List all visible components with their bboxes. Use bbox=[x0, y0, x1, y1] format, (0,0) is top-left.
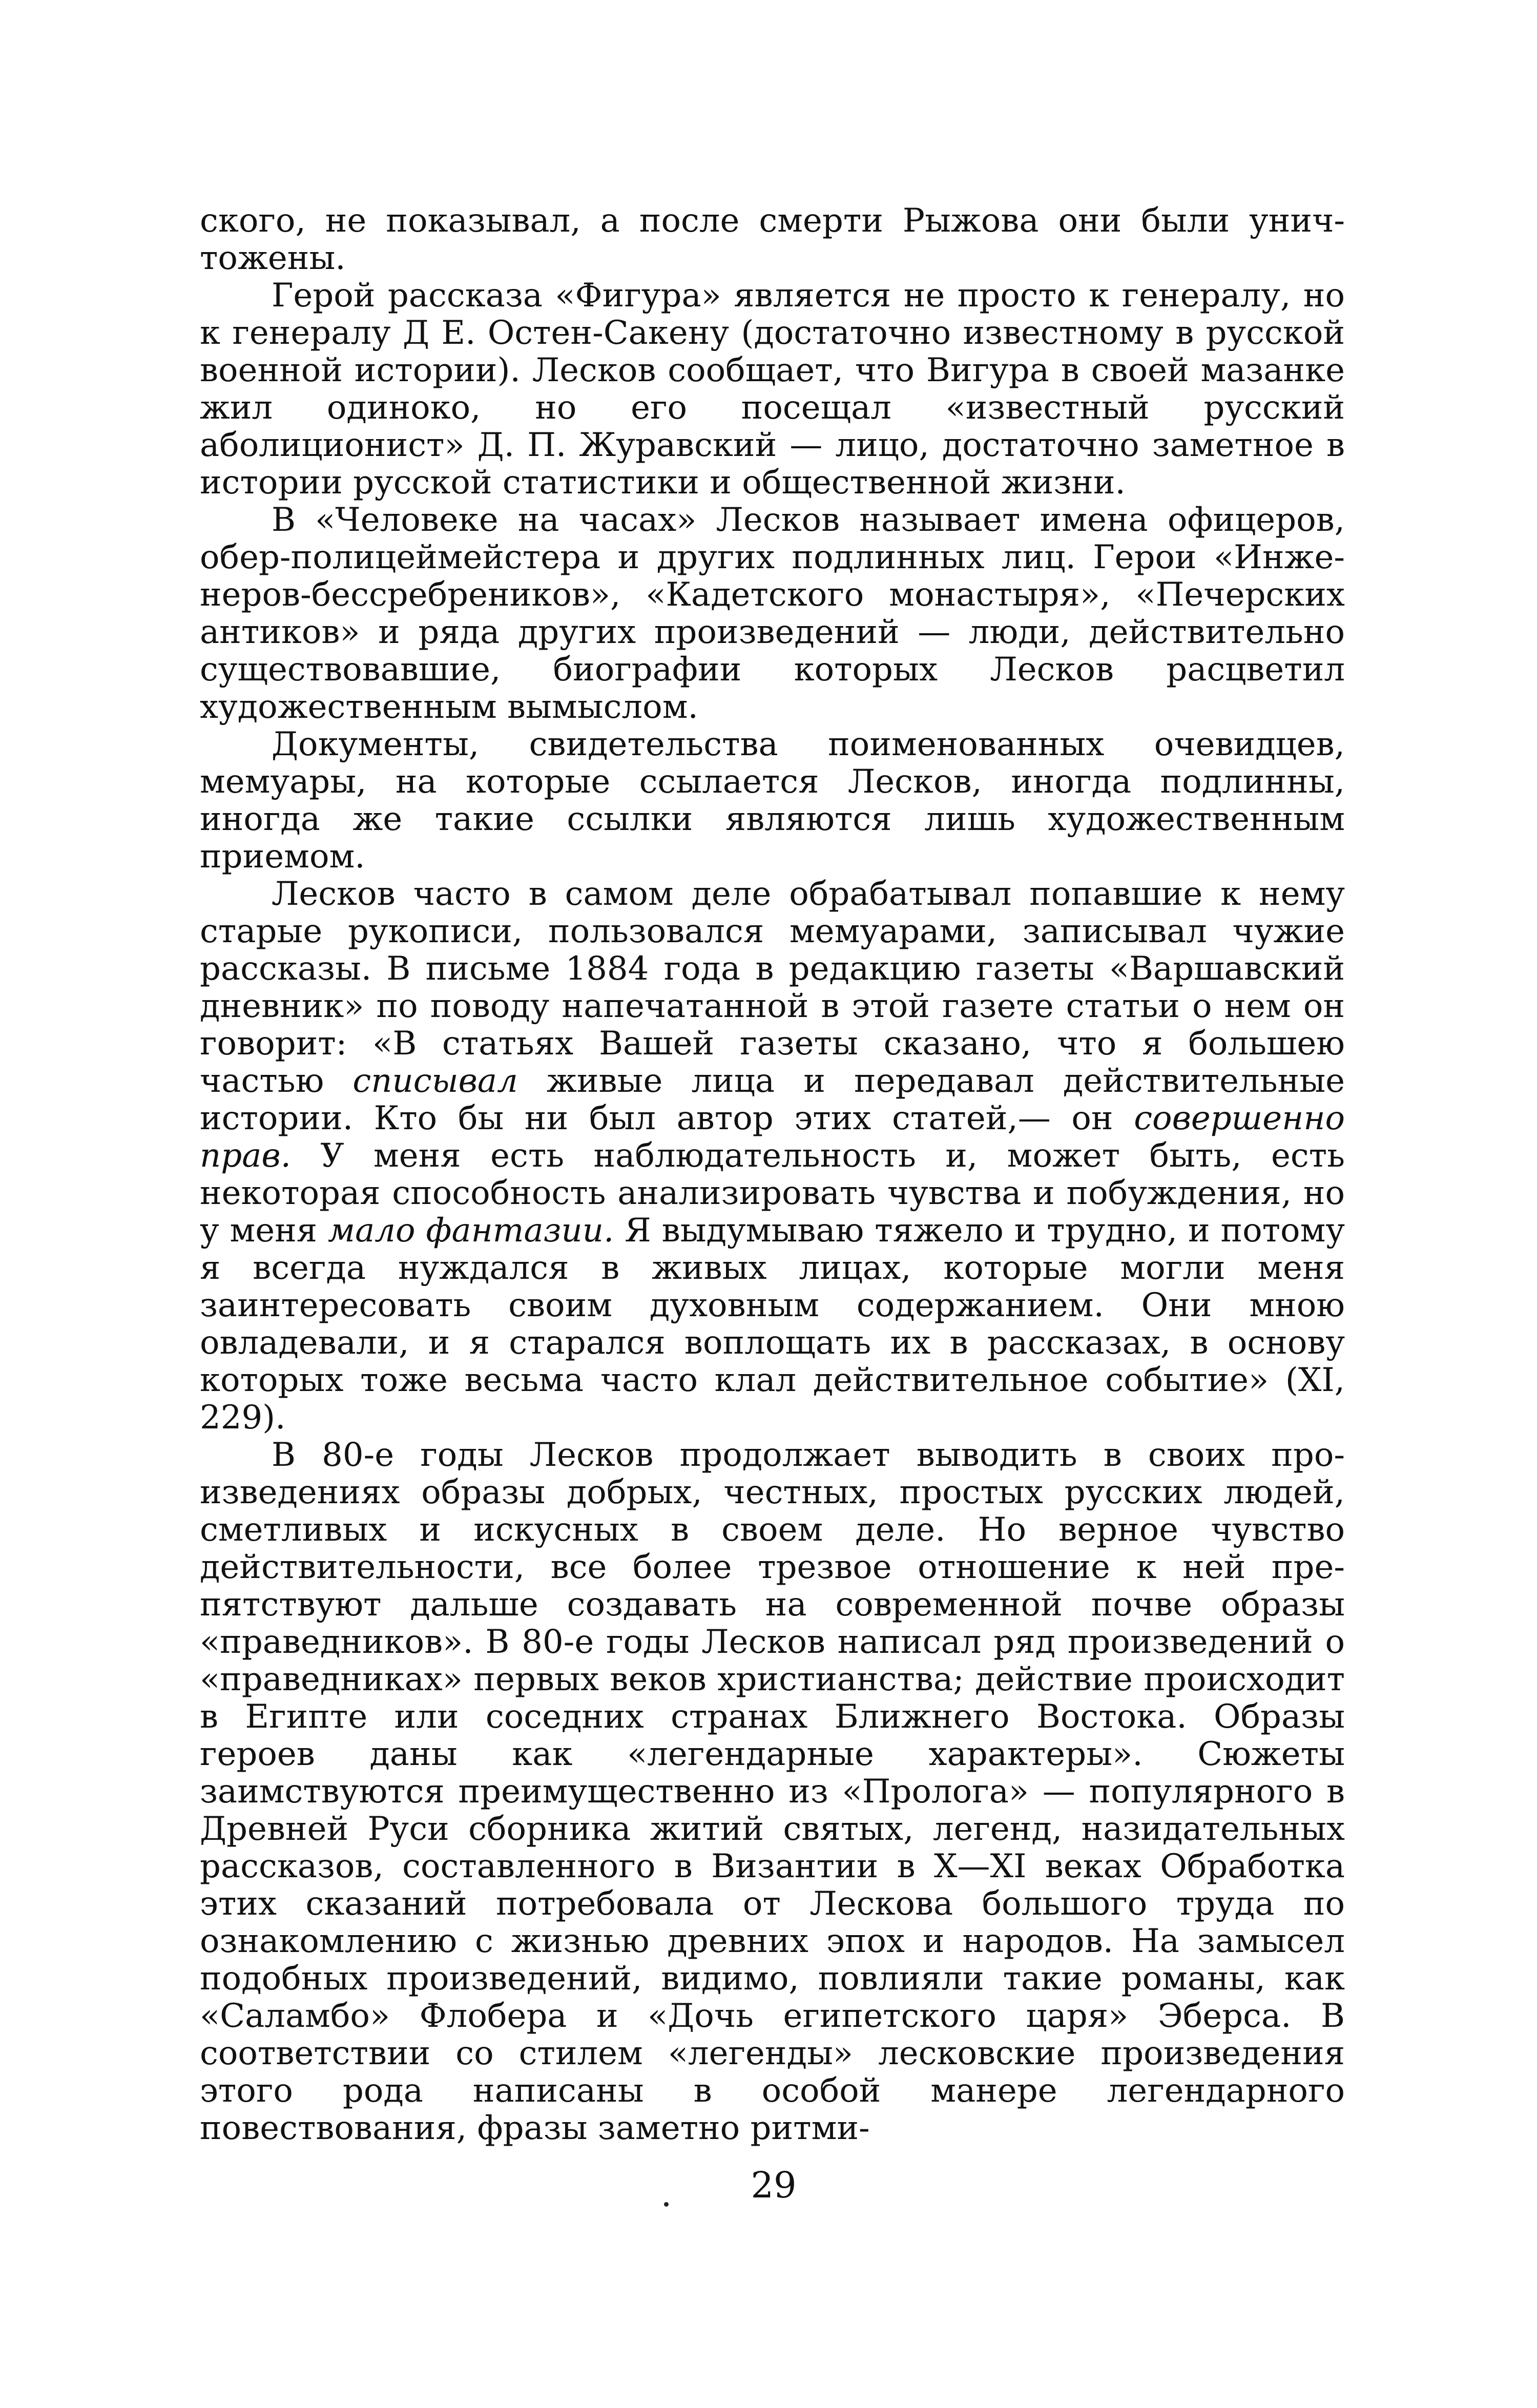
paragraph-6: В 80-е годы Лесков продолжает выводить в своих произведениях образы добрых, честных, простых русских людей, сметливых и искусных в своем деле. Но верное чувство действительности, все более трезвое отношение к ней препятствуют дальше создавать на современной почве образы «праведников». В 80-е годы Лесков написал ряд произведений о «праведниках» первых веков христианства; действие происходит в Египте или соседних странах Ближнего Востока. Образы героев даны как «легендарные характеры». Сюжеты заимствуются преимущественно из «Пролога» — популярного в Древней Руси сборника житий святых, легенд, назидательных рассказов, составленного в Византии в X—XI веках Обработка этих сказаний потребовала от Лескова большого труда по ознакомлению с жизнью древних эпох и народов. На замысел подобных произведений, видимо, повлияли такие романы, как «Саламбо» Флобера и «Дочь египетского царя» Эберса. В соответствии со стилем «легенды» лесковские произведения этого рода написаны в особой манере легендарного повествования, фразы заметно ритми- bbox=[200, 1436, 1345, 2147]
paragraph-5-italic-2: совершенно прав. bbox=[200, 1099, 1345, 1175]
paragraph-4: Документы, свидетельства поименованных очевидцев, мемуары, на которые ссылается Лесков, иногда подлинны, иногда же такие ссылки являются лишь художественным приемом. bbox=[200, 725, 1345, 876]
printing-dot bbox=[664, 2202, 669, 2207]
page-body bbox=[200, 202, 1345, 2147]
paragraph-5-part-2: живые лица и передавал действительные истории. Кто бы ни был автор этих статей,— он bbox=[200, 1062, 1345, 1137]
paragraph-5-part-4: Я выдумываю тяжело и трудно, и потому я всегда нуждался в живых лицах, которые могли меня заинтересовать своим духовным содержанием. Они мною овладевали, и я старался воплощать их в рассказах, в основу которых тоже весьма часто клал действительное событие» (XI, 229). bbox=[200, 1212, 1345, 1437]
paragraph-5-italic-1: списывал bbox=[352, 1062, 518, 1100]
paragraph-1: ского, не показывал, а после смерти Рыжова они были уничтожены. bbox=[200, 202, 1345, 277]
page-number: 29 bbox=[751, 2164, 797, 2206]
paragraph-5-part-1: Лесков часто в самом деле обрабатывал попавшие к нему старые рукописи, пользовался мемуарами, записывал чужие рассказы. В письме 1884 года в редакцию газеты «Варшавский дневник» по поводу напечатанной в этой газете статьи о нем он говорит: «В статьях Вашей газеты сказано, что я большею частью bbox=[200, 875, 1345, 1100]
paragraph-5-italic-3: мало фантазии. bbox=[328, 1212, 614, 1250]
paragraph-5-part-3: У меня есть наблюдательность и, может быть, есть некоторая способность анализировать чувства и побуждения, но у меня bbox=[200, 1137, 1345, 1250]
paragraph-5 bbox=[200, 876, 1345, 1437]
paragraph-3: В «Человеке на часах» Лесков называет имена офицеров, обер-полицеймейстера и других подлинных лиц. Герои «Инженеров-бессребреников», «Кадетского монастыря», «Печерских антиков» и ряда других произведений — люди, действительно существовавшие, биографии которых Лесков расцветил художественным вымыслом. bbox=[200, 501, 1345, 726]
paragraph-2: Герой рассказа «Фигура» является не просто к генералу, но к генералу Д Е. Остен-Сакену (достаточно известному в русской военной истории). Лесков сообщает, что Вигура в своей мазанке жил одиноко, но его посещал «известный русский аболиционист» Д. П. Журавский — лицо, достаточно заметное в истории русской статистики и общественной жизни. bbox=[200, 277, 1345, 502]
